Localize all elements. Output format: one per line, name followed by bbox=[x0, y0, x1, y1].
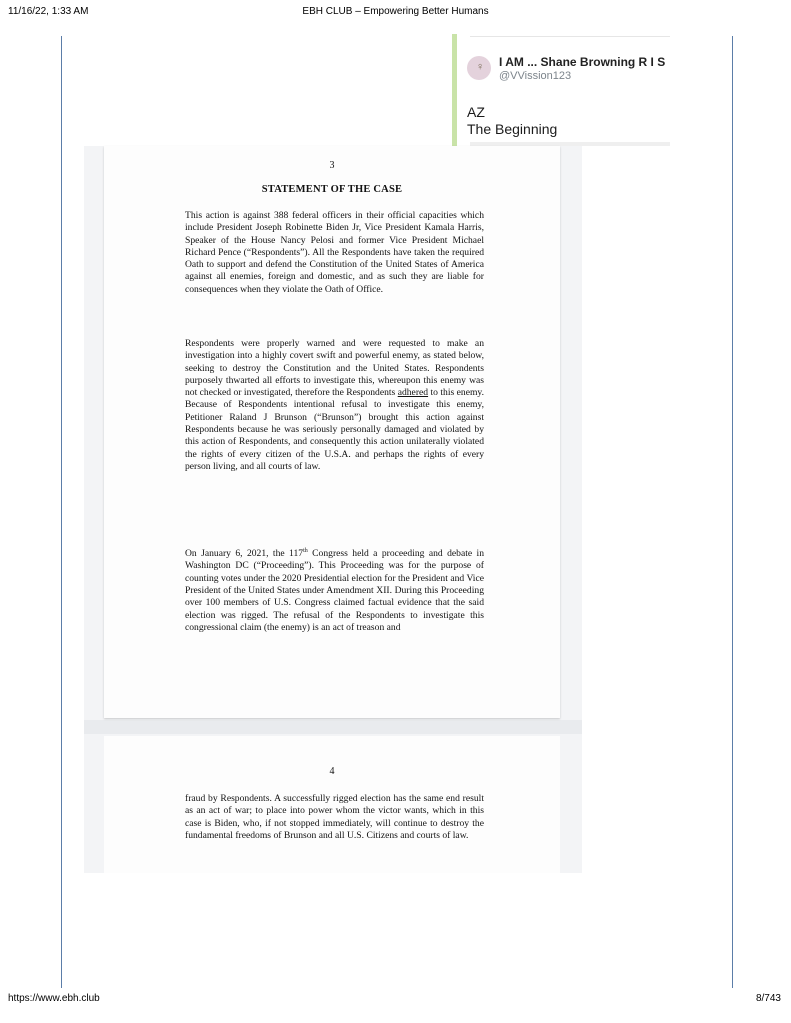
tweet-accent-bar bbox=[452, 34, 457, 146]
paragraph-1: fraud by Respondents. A successfully rigged election has the same end result as an act of war; to place into power whom the victor wants, which in this case is Biden, who, if not stopped immediately, will continue to destroy the fundamental freedoms of Brunson and all U.S. Citizens and courts of law. bbox=[185, 793, 484, 841]
print-page-counter: 8/743 bbox=[755, 993, 781, 1004]
page-separator bbox=[84, 720, 582, 734]
paragraph-3: On January 6, 2021, the 117th Congress held a proceeding and debate in Washington DC (“Proceeding”). This Proceeding was for the purpose of counting votes under the 2020 Presidential election for the President and Vice President of the United States under Amendment XII. During this Proceeding over 100 members of U.S. Congress claimed factual evidence that the said election was rigged. The refusal of the Respondents to investigate this congressional claim (the enemy) is an act of treason and bbox=[185, 548, 484, 633]
section-heading: STATEMENT OF THE CASE bbox=[261, 184, 403, 195]
print-site-title: EBH CLUB – Empowering Better Humans bbox=[302, 6, 489, 17]
underlined-word: adhered bbox=[397, 387, 429, 399]
frame-left-line bbox=[61, 36, 62, 988]
page-number: 4 bbox=[329, 766, 335, 777]
document-page-4 bbox=[104, 736, 560, 873]
paragraph-1: This action is against 388 federal officers in their official capacities which include President Joseph Robinette Biden Jr, Vice President Kamala Harris, Speaker of the House Nancy Pelosi and former Vice President Michael Richard Pence (“Respondents”). All the Respondents have taken the required Oath to support and defend the Constitution of the United States of America against all enemies, foreign and domestic, and as such they are liable for consequences when they violate the Oath of Office. bbox=[185, 210, 484, 295]
tweet-text-line-1: AZ bbox=[467, 104, 485, 120]
avatar-figure-icon: ♀ bbox=[476, 61, 485, 73]
document-page-3 bbox=[104, 146, 560, 718]
page-number: 3 bbox=[329, 160, 335, 171]
paragraph-2: Respondents were properly warned and were requested to make an investigation into a highly covert swift and powerful enemy, as stated below, seeking to destroy the Constitution and the United States. Respondents purposely thwarted all efforts to investigate this, whereupon this enemy was not checked or investigated, therefore the Respondents adhered to this enemy. Because of Respondents intentional refusal to investigate this enemy, Petitioner Raland J Brunson (“Brunson”) brought this action against Respondents because he was seriously personally damaged and violated by this action of Respondents, and consequently this action unilaterally violated the rights of every citizen of the U.S.A. and perhaps the rights of every person living, and all courts of law. bbox=[185, 338, 484, 472]
frame-right-line bbox=[732, 36, 733, 988]
tweet-text-line-2: The Beginning bbox=[467, 121, 558, 137]
tweet-display-name[interactable]: I AM ... Shane Browning R I S bbox=[499, 55, 666, 69]
print-url: https://www.ebh.club bbox=[8, 993, 100, 1004]
tweet-handle[interactable]: @VVission123 bbox=[499, 70, 572, 82]
tweet-divider bbox=[470, 36, 670, 37]
print-datetime: 11/16/22, 1:33 AM bbox=[8, 6, 89, 17]
avatar[interactable] bbox=[467, 56, 491, 80]
